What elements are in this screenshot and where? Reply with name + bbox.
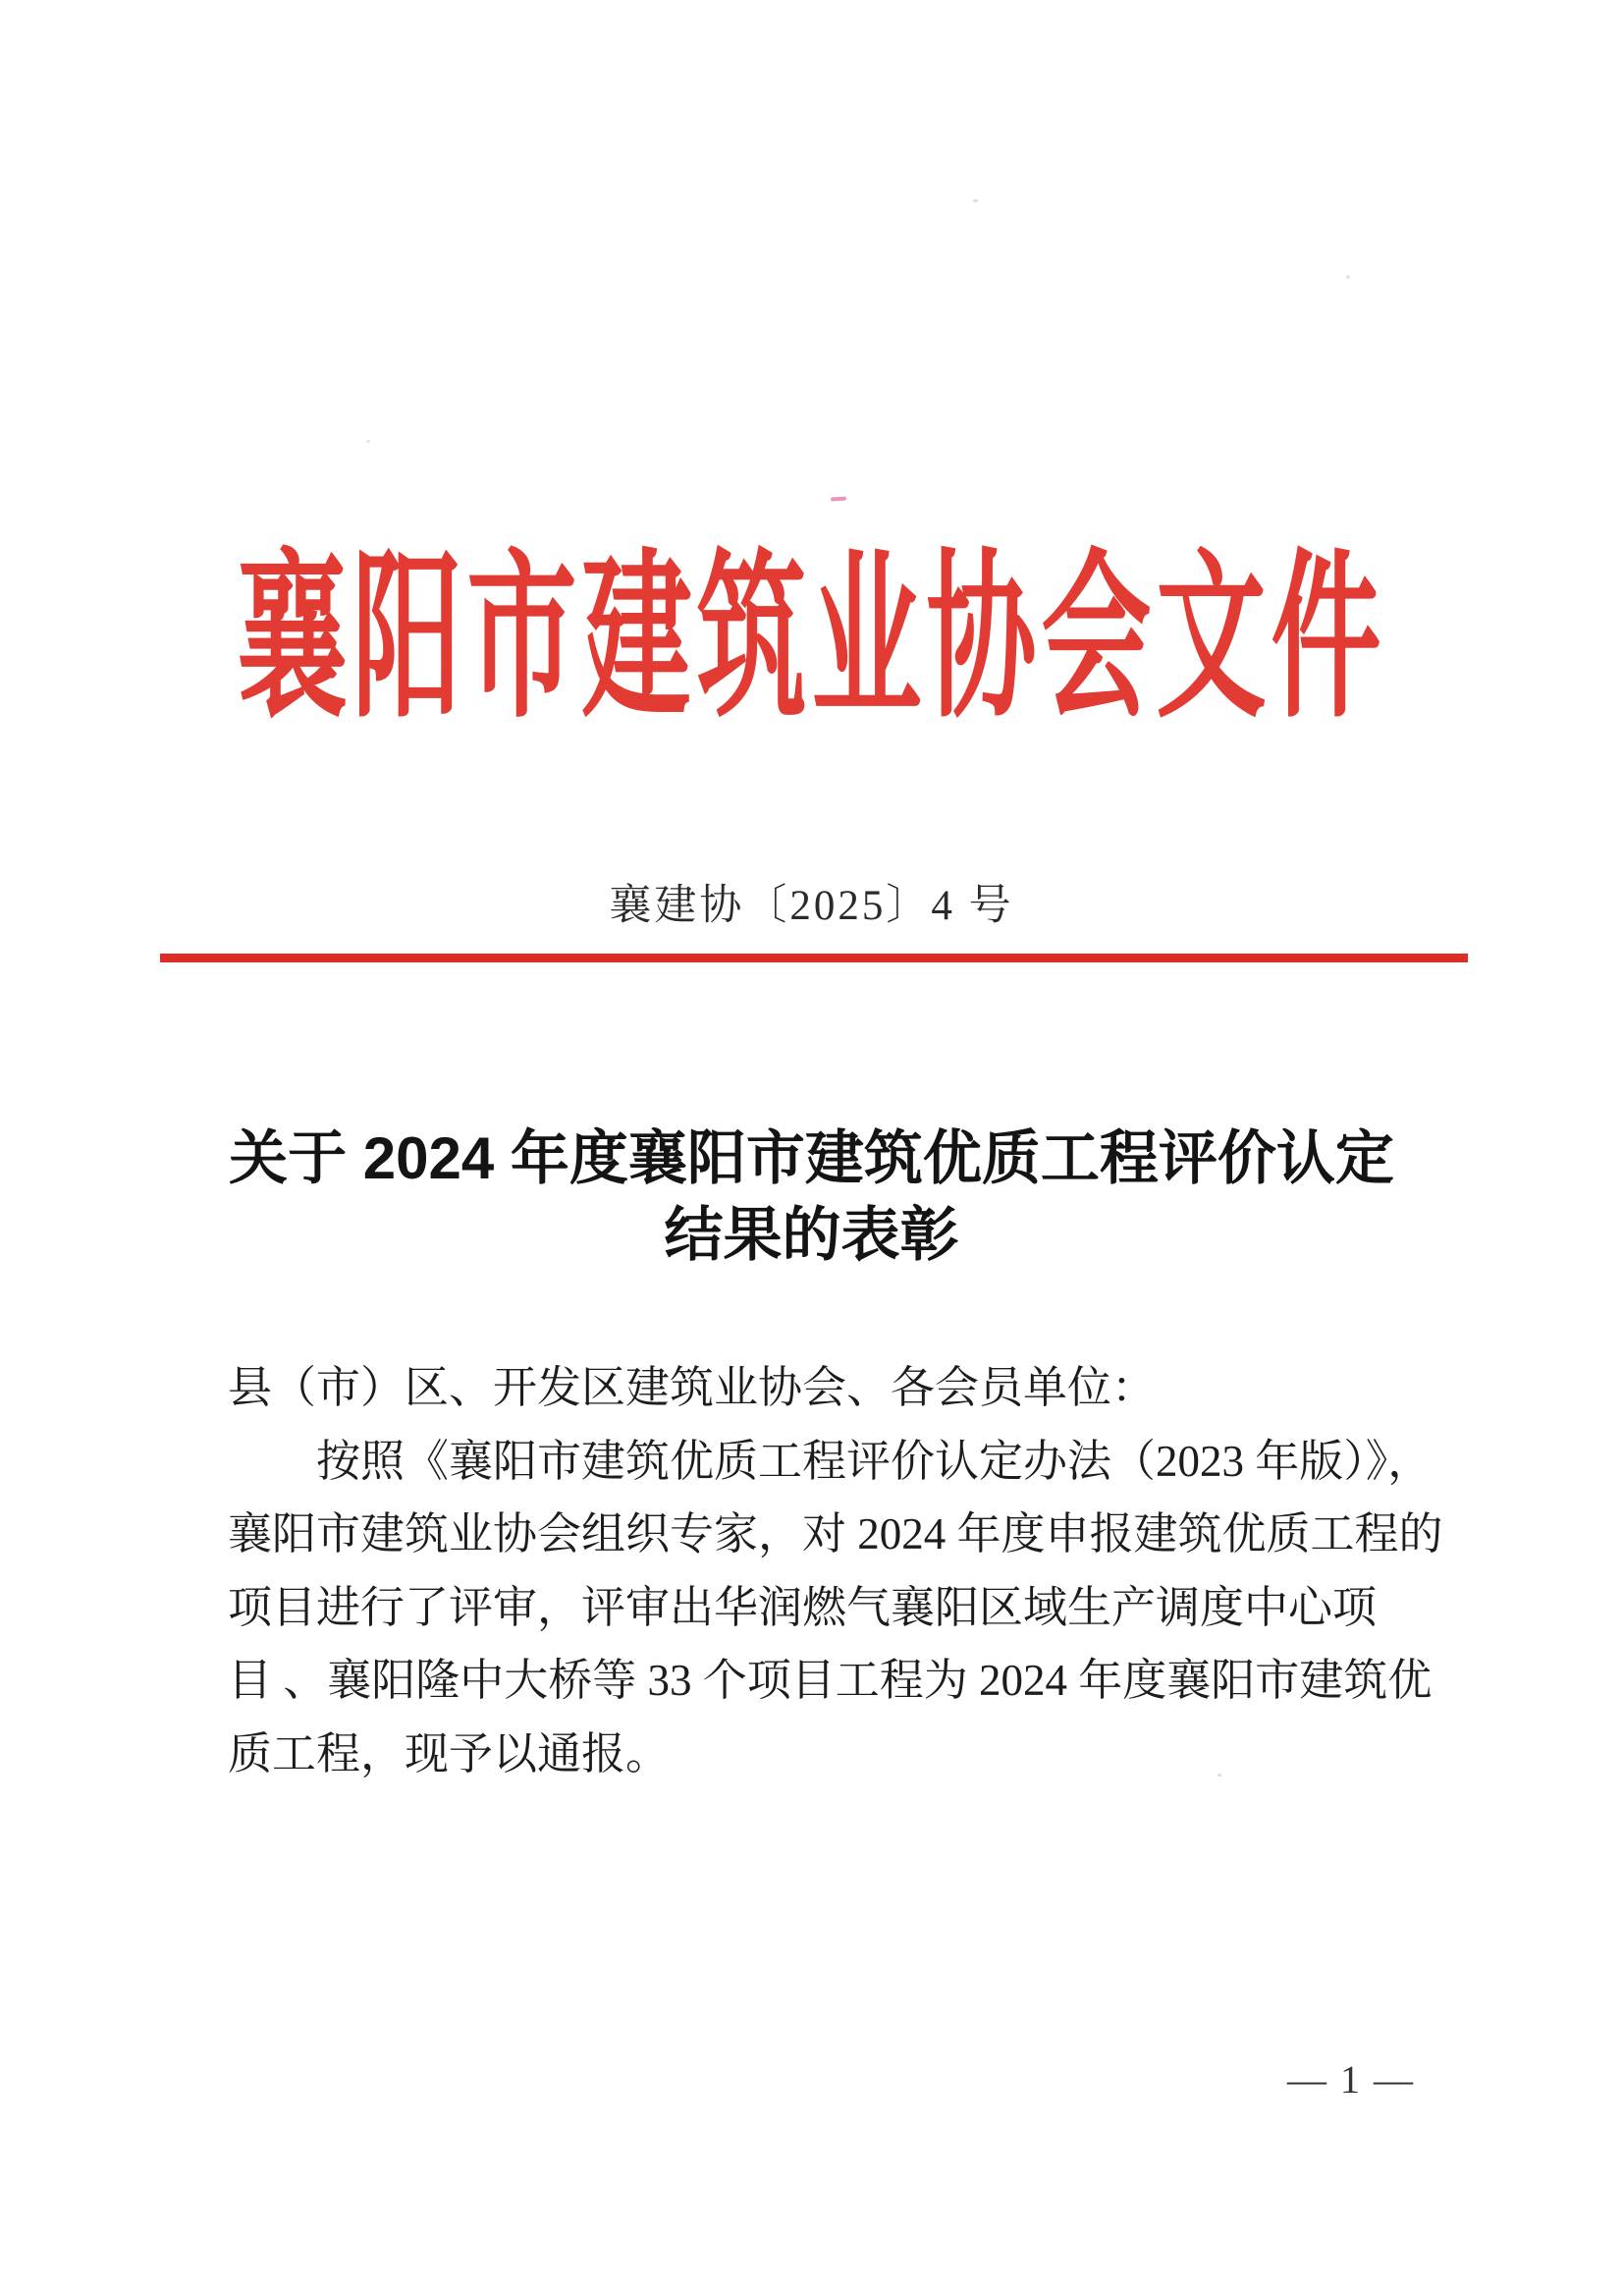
doc-number: 襄建协〔2025〕4 号 bbox=[609, 883, 1014, 929]
document-body-line: 目 、襄阳隆中大桥等 33 个项目工程为 2024 年度襄阳市建筑优 bbox=[228, 1656, 1433, 1705]
document-body-line: 项目进行了评审，评审出华润燃气襄阳区域生产调度中心项 bbox=[228, 1582, 1378, 1632]
page-number: — 1 — bbox=[1287, 2057, 1415, 2102]
document-body-line: 按照《襄阳市建筑优质工程评价认定办法（2023 年版）》， bbox=[228, 1436, 1433, 1486]
document-body-line: 襄阳市建筑业协会组织专家，对 2024 年度申报建筑优质工程的 bbox=[228, 1509, 1443, 1558]
scan-speck bbox=[831, 496, 846, 501]
letterhead-org-title: 襄阳市建筑业协会文件 bbox=[237, 540, 1386, 740]
letterhead-divider-rule bbox=[160, 954, 1468, 962]
document-title-line: 关于 2024 年度襄阳市建筑优质工程评价认定 bbox=[229, 1125, 1394, 1191]
document-title bbox=[177, 1121, 1446, 1274]
scan-speck bbox=[1346, 275, 1350, 279]
document-body bbox=[228, 1351, 1445, 1790]
document-body-line: 质工程，现予以通报。 bbox=[228, 1728, 671, 1778]
document-body-line: 县（市）区、开发区建筑业协会、各会员单位： bbox=[228, 1363, 1157, 1412]
scan-speck bbox=[366, 440, 370, 443]
document-title-line: 结果的表彰 bbox=[664, 1202, 959, 1268]
scan-speck bbox=[973, 199, 978, 202]
